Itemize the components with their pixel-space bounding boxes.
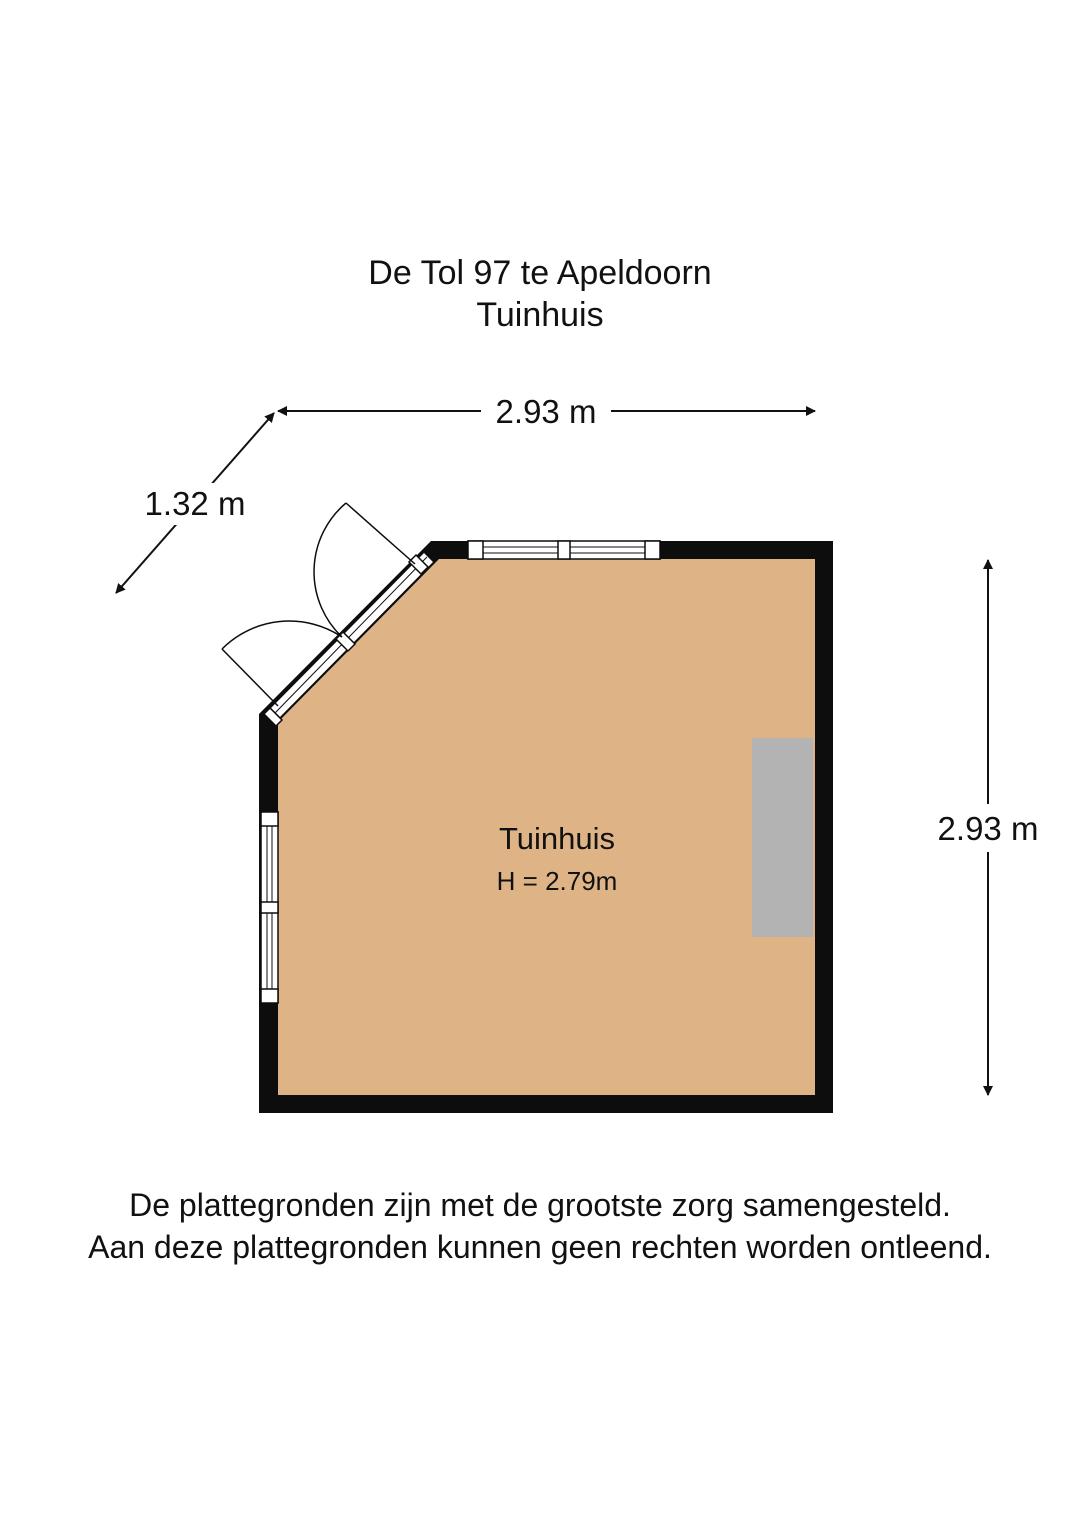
diagonal-dimension-label: 1.32 m — [144, 485, 246, 522]
top-dimension — [278, 393, 815, 430]
disclaimer-line-2: Aan deze plattegronden kunnen geen rechten worden ontleend. — [88, 1229, 992, 1265]
diagonal-dimension — [116, 413, 274, 593]
right-dimension-label: 2.93 m — [937, 810, 1039, 847]
address-title: De Tol 97 te Apeldoorn — [368, 254, 712, 292]
room-height: H = 2.79m — [496, 866, 618, 896]
floor-title: Tuinhuis — [476, 296, 604, 334]
right-dimension — [938, 560, 1039, 1095]
disclaimer-line-1: De plattegronden zijn met de grootste zorg samengesteld. — [129, 1187, 951, 1223]
top-dimension-label: 2.93 m — [495, 393, 597, 430]
room-name: Tuinhuis — [498, 821, 616, 856]
fixture-block — [752, 738, 813, 937]
disclaimer — [0, 1184, 1080, 1268]
left-window — [261, 812, 278, 1003]
top-window — [468, 541, 660, 559]
